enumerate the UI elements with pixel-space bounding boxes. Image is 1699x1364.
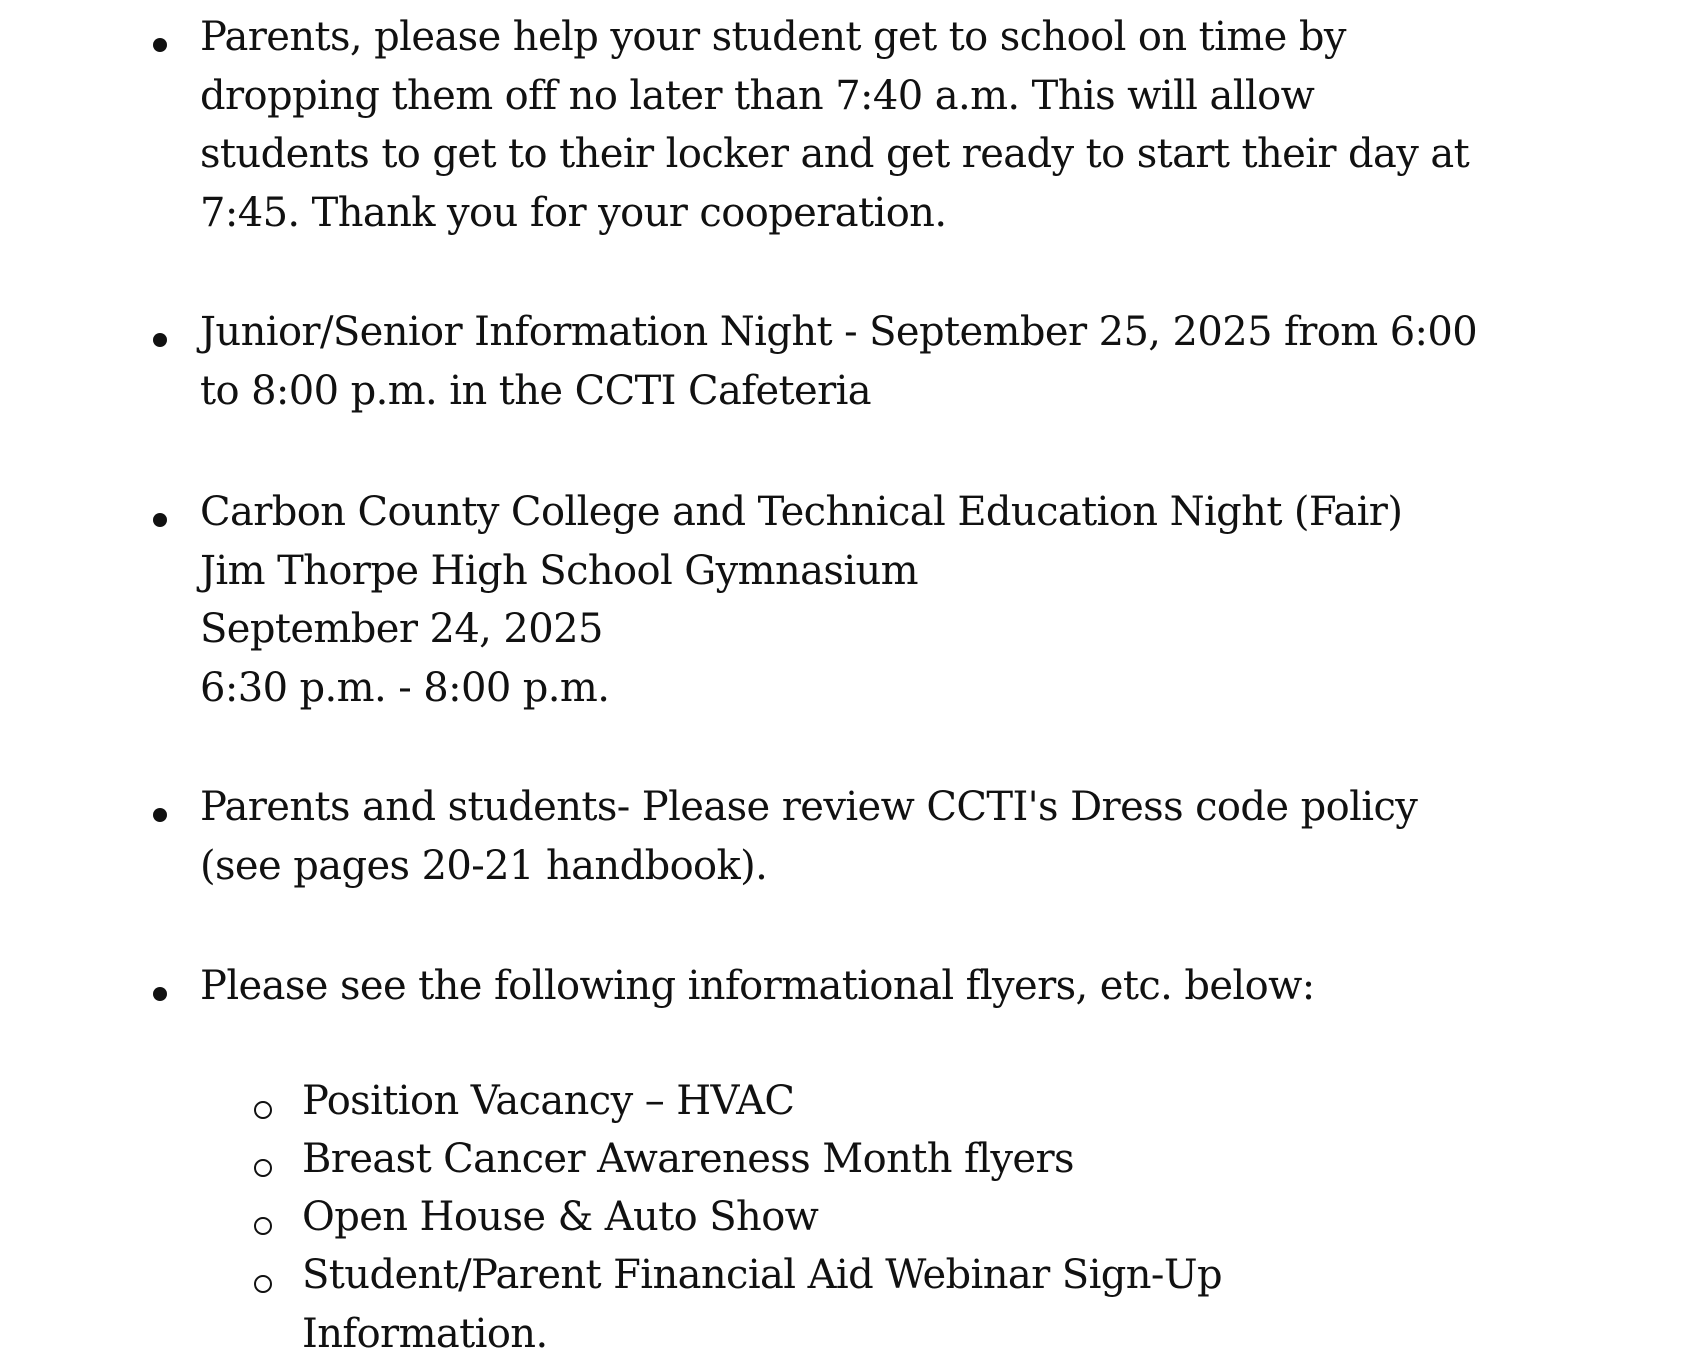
text-line: Junior/Senior Information Night - September 25, 2025 from 6:00 xyxy=(200,309,1478,355)
text-line: to 8:00 p.m. in the CCTI Cafeteria xyxy=(200,367,872,414)
text-line: Carbon County College and Technical Education Night (Fair) xyxy=(200,489,1403,535)
hollow-bullet-icon xyxy=(254,1159,272,1177)
text-line: Position Vacancy – HVAC xyxy=(302,1078,795,1124)
text-line: Student/Parent Financial Aid Webinar Sign-Up xyxy=(302,1252,1222,1298)
list-item-text xyxy=(200,303,1620,420)
text-line: Open House & Auto Show xyxy=(302,1194,819,1240)
text-line: students to get to their locker and get ready to start their day at xyxy=(200,131,1470,177)
list-item-text xyxy=(200,8,1620,242)
sub-item-text xyxy=(302,1188,1602,1247)
text-line: Please see the following informational flyers, etc. below: xyxy=(200,963,1315,1009)
text-line: Parents and students- Please review CCTI's Dress code policy xyxy=(200,784,1418,830)
hollow-bullet-icon xyxy=(254,1275,272,1293)
list-item-text xyxy=(200,778,1620,895)
list-item-text xyxy=(200,957,1620,1016)
text-line: Jim Thorpe High School Gymnasium xyxy=(200,547,919,594)
bullet-icon xyxy=(153,38,167,52)
text-line: Breast Cancer Awareness Month flyers xyxy=(302,1136,1074,1182)
text-line: September 24, 2025 xyxy=(200,606,603,652)
bullet-icon xyxy=(153,333,167,347)
text-line: 7:45. Thank you for your cooperation. xyxy=(200,189,947,236)
hollow-bullet-icon xyxy=(254,1101,272,1119)
text-line: Information. xyxy=(302,1310,548,1357)
sub-item-text xyxy=(302,1246,1602,1363)
text-line: 6:30 p.m. - 8:00 p.m. xyxy=(200,664,610,711)
text-line: Parents, please help your student get to school on time by xyxy=(200,14,1346,60)
sub-item-text xyxy=(302,1130,1602,1189)
hollow-bullet-icon xyxy=(254,1217,272,1235)
text-line: (see pages 20-21 handbook). xyxy=(200,842,768,889)
bullet-icon xyxy=(153,987,167,1001)
list-item-text xyxy=(200,483,1620,717)
sub-item-text xyxy=(302,1072,1602,1131)
text-line: dropping them off no later than 7:40 a.m. This will allow xyxy=(200,72,1315,119)
bullet-icon xyxy=(153,513,167,527)
bullet-icon xyxy=(153,808,167,822)
